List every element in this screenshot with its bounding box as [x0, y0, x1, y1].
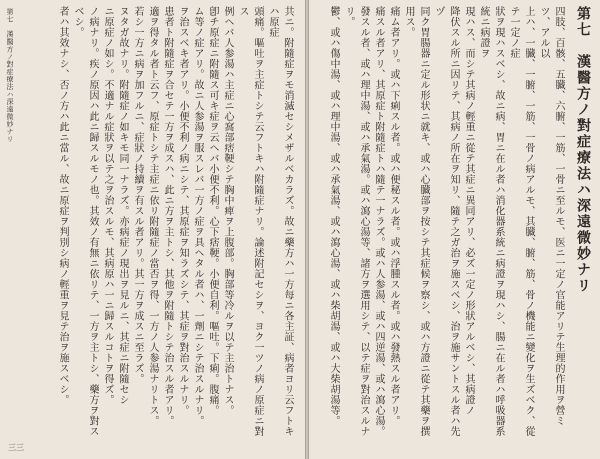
- left-body-text: [45, 6, 295, 446]
- text-column: 痛スル者アリ、其原症ト附隨症トハ隨テ一ナラズ。或ハ人参湯、或ハ四逆湯、或ハ瀉心湯。: [373, 6, 384, 437]
- text-column: 例ヘバ人参湯ハ主症ニ心窩部痞鞕シテ胸中痺ヲ上腹部。胸部等冷ルヲ以テ主治トナス。: [222, 6, 233, 416]
- text-column: 共ニ。附隨症ヲモ消滅セシメザルベカラズ。故ニ藥方ハ一方每ニ各主証、病者ヨリ云フトキハ原症: [267, 6, 293, 437]
- text-column: ニ原症ノ如シ。不適ナル症狀ヲ以テ之ヲ治スルモ、其病原ハ一ニ歸スルコトヲ得ズ。: [102, 6, 113, 405]
- text-column: ヲ治スベキ者アリ。小便不利ノ病ニシテ、其原症ヲ知ラズシテ、其症ヲ對治スルナリ。: [177, 6, 188, 416]
- text-column: 者ハ其效ナシ、否ノ方ハ此ニ當ル、故ニ原症ヲ判別シ病ノ輕重ヲ見テ治ヲ施スベシ。: [57, 6, 68, 405]
- text-column: 卽チ原症ニ附隨ス可キ症ヲ云ヘバ小便不利。心下痞鞕。小便自利。嘔吐。下痢。腹痛。: [207, 6, 218, 416]
- right-body-text: [316, 6, 594, 446]
- text-column: ノ病ナリ。疾ノ原因ハ此ニ歸スルモノ也。其效ノ有無ニ依リテ、一方ヲ主トシ、藥方ヲ對スベシ。: [72, 6, 98, 437]
- text-column: 四肢、百骸、五臓、六腑、一筋、一骨ニ至ルモ、医ニ一定ノ官能アリテ生理的作用ヲ營ミツ、アル以: [538, 6, 564, 426]
- text-column: 適ヲ得タル者ト云フ、原症トシテ主症ニ依リ附隨症ノ當否ヲ得、一方ノ人参湯ナリトス。: [147, 6, 158, 426]
- text-column: 頭痛。嘔吐ヲ主症トシテ云フトキハ附隨症ナリ。論述附記セシヲ、ヨク一ツノ病ノ原症ニ對ス: [237, 6, 263, 437]
- text-column: 降伏スル所ニ因リテ、其病ノ所在ヲ知リ、隨テ之ガ治ヲ施スベシ、治ヲ施サントスル者ハ先ヅ: [433, 6, 459, 437]
- text-column: ム等ノ症アリ。故ニ人参湯ヲ服スレバ一方ノ症ヲ具ヘタル者ハ、一劑ニシテ治スルナリ。: [192, 6, 203, 426]
- text-column: 同ク胃腸器ニ定ル形状ニ就キ、或ハ心臓部ヲ按シテ其症候ヲ察シ、或ハ方證ニ從テ其藥ヲ撰用ス。: [403, 6, 429, 437]
- running-head: 第七 漢醫方ノ對症療法ハ深遠微妙ナリ: [6, 8, 14, 143]
- text-column: 痛ム者アリ。或ハ下痢スル者。或ハ便秘スル者。或ハ浮腫スル者。或ハ發熱スル者アリ。: [388, 6, 399, 426]
- right-page: [309, 0, 600, 459]
- text-column: 發スル者、或ハ理中湯、或ハ承氣湯。或ハ瀉心湯等、諸方ヲ選用シテ、以テ症ヲ對治スルナリ。: [343, 6, 369, 437]
- text-column: 現ハス、而シテ其病ノ輕重ニ從テ其症ニ異同アリ、必ズ一定ノ形狀アルベシ、其病證ノ: [463, 6, 474, 416]
- text-column: 患者ト附隨症ヲ合セテ一方ヲ成スハ、此ニ方ヲ主トシ、其他ヲ附隨トシテ治スル者アリ。: [162, 6, 173, 426]
- section-heading: 第七 漢醫方ノ對症療法ハ深遠微妙ナリ: [575, 6, 591, 294]
- text-column: 狀ヲ現ハスベシ、故ニ病、胃ニ在ル者ハ消化器系統ニ病證ヲ現ハシ、腸ニ在ル者ハ呼吸器系統ニ病證ヲ: [478, 6, 504, 437]
- text-column: 上ハ、一臓、一腑、一筋、一骨ノ病アルモ、其臓、腑、筋、骨ノ機能ニ變化ヲ生ズベク、從テ一定ノ症: [508, 6, 534, 437]
- text-column: 鬱、或ハ傷中湯、或ハ理中湯、或ハ承氣湯、或ハ瀉心湯、或ハ柴胡湯、或ハ大柴胡湯等。: [328, 6, 339, 426]
- text-column: ヌタガ故ナリ。附隨症ノ如キモ同一ナラズ。亦病症ノ現出ヲ見ルニ、其症ニ附隨セシ: [117, 6, 128, 405]
- text-column: 若シ一方ニ病ヲ加フルニ、症狀ノ持續ヲ有スル者アリ。其一方ヲ成スニ至ラズ。: [132, 6, 143, 384]
- page-number: 三三: [8, 443, 24, 452]
